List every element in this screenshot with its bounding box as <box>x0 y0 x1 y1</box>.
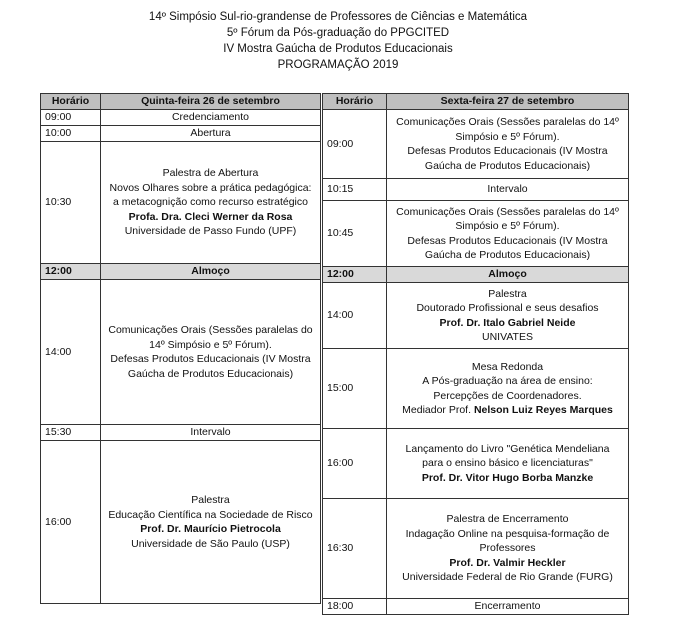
event-line: Novos Olhares sobre a prática pedagógica: <box>109 181 312 194</box>
event-line: Simpósio e 5º Fórum). <box>455 130 560 143</box>
event-line: Lançamento do Livro "Genética Mendeliana <box>405 442 610 455</box>
mediator-line <box>390 403 625 418</box>
table-row <box>41 425 321 441</box>
event-line: Indagação Online na pesquisa-formação de <box>405 527 610 540</box>
event-line: Educação Científica na Sociedade de Risco <box>108 508 313 521</box>
table-row <box>323 599 629 615</box>
event-title: 14º Simpósio Sul-rio-grandense de Professores de Ciências e Matemática <box>148 11 528 23</box>
col-time-header: Horário <box>323 94 387 110</box>
event-line: Mesa Redonda <box>471 360 544 373</box>
event-line: Comunicações Orais (Sessões paralelas do <box>108 324 313 336</box>
event-cell <box>387 349 629 429</box>
mediator-name: Nelson Luiz Reyes Marques <box>473 404 613 416</box>
event-line: Gaúcha de Produtos Educacionais) <box>127 367 294 380</box>
event-cell <box>101 280 321 425</box>
time-cell: 14:00 <box>41 280 101 425</box>
event-cell <box>387 429 629 499</box>
event-cell: Encerramento <box>387 599 629 615</box>
time-cell: 09:00 <box>323 110 387 179</box>
event-line: 14º Simpósio e 5º Fórum). <box>149 338 272 351</box>
event-cell: Intervalo <box>101 425 321 441</box>
event-line: A Pós-graduação na área de ensino: <box>422 375 593 387</box>
time-cell: 12:00 <box>323 267 387 283</box>
table-row <box>41 264 321 280</box>
col-day-header: Sexta-feira 27 de setembro <box>387 94 629 110</box>
event-cell: Abertura <box>101 126 321 142</box>
table-row <box>41 126 321 142</box>
event-line: Defesas Produtos Educacionais (IV Mostra <box>407 234 608 247</box>
event-cell: Almoço <box>101 264 321 280</box>
event-line: Comunicações Orais (Sessões paralelas do 14º <box>396 205 619 218</box>
time-cell: 15:00 <box>323 349 387 429</box>
time-cell: 10:30 <box>41 142 101 264</box>
speaker-name: Prof. Dr. Vitor Hugo Borba Manzke <box>421 471 594 484</box>
forum-title: 5º Fórum da Pós-graduação do PPGCITED <box>226 27 450 39</box>
table-row <box>323 110 629 179</box>
table-row <box>323 283 629 349</box>
event-cell <box>387 283 629 349</box>
time-cell: 16:00 <box>41 441 101 604</box>
event-line: a metacognição como recurso estratégico <box>113 196 308 209</box>
speaker-name: Prof. Dr. Italo Gabriel Neide <box>439 316 576 329</box>
event-line: Palestra <box>191 494 230 506</box>
event-line: Percepções de Coordenadores. <box>433 389 582 402</box>
event-line: Palestra de Encerramento <box>446 513 569 526</box>
table-header <box>323 94 629 110</box>
event-cell <box>387 110 629 179</box>
table-row <box>323 201 629 267</box>
mediator-label: Mediador Prof. <box>402 404 474 416</box>
speaker-name: Prof. Dr. Valmir Heckler <box>449 556 566 569</box>
event-line: Palestra de Abertura <box>162 167 259 180</box>
table-row <box>41 110 321 126</box>
table-row <box>41 280 321 425</box>
event-line: Comunicações Orais (Sessões paralelas do 14º <box>396 116 619 128</box>
time-cell: 10:45 <box>323 201 387 267</box>
event-line: Simpósio e 5º Fórum). <box>455 220 560 232</box>
institution: Universidade Federal de Rio Grande (FURG) <box>402 571 613 584</box>
event-line: Gaúcha de Produtos Educacionais) <box>424 159 591 172</box>
table-row <box>41 441 321 604</box>
col-time-header: Horário <box>41 94 101 110</box>
thursday-schedule <box>40 93 321 604</box>
event-line: Defesas Produtos Educacionais (IV Mostra <box>110 353 311 365</box>
institution: Universidade de São Paulo (USP) <box>131 537 290 550</box>
event-cell <box>387 499 629 599</box>
event-line: Doutorado Profissional e seus desafios <box>416 302 599 314</box>
table-row <box>323 499 629 599</box>
institution: UNIVATES <box>482 331 533 343</box>
event-line: Gaúcha de Produtos Educacionais) <box>424 249 591 261</box>
event-cell <box>101 142 321 264</box>
exhibit-title: IV Mostra Gaúcha de Produtos Educacionais <box>223 43 453 55</box>
speaker-name: Prof. Dr. Maurício Pietrocola <box>140 523 281 535</box>
event-cell <box>387 201 629 267</box>
table-row <box>323 349 629 429</box>
event-line: Professores <box>479 542 536 555</box>
table-row <box>41 142 321 264</box>
time-cell: 09:00 <box>41 110 101 126</box>
event-cell: Almoço <box>387 267 629 283</box>
time-cell: 18:00 <box>323 599 387 615</box>
table-row <box>323 267 629 283</box>
time-cell: 16:30 <box>323 499 387 599</box>
time-cell: 16:00 <box>323 429 387 499</box>
event-line: para o ensino básico e licenciaturas" <box>422 457 593 470</box>
event-cell <box>101 441 321 604</box>
event-line: Defesas Produtos Educacionais (IV Mostra <box>407 145 608 157</box>
friday-schedule <box>322 93 629 615</box>
table-row <box>323 179 629 201</box>
time-cell: 15:30 <box>41 425 101 441</box>
institution: Universidade de Passo Fundo (UPF) <box>124 225 297 238</box>
table-header <box>41 94 321 110</box>
time-cell: 10:15 <box>323 179 387 201</box>
time-cell: 10:00 <box>41 126 101 142</box>
event-line: Palestra <box>488 287 527 300</box>
speaker-name: Profa. Dra. Cleci Werner da Rosa <box>128 210 293 223</box>
time-cell: 12:00 <box>41 264 101 280</box>
event-cell: Intervalo <box>387 179 629 201</box>
col-day-header: Quinta-feira 26 de setembro <box>101 94 321 110</box>
program-title: PROGRAMAÇÃO 2019 <box>277 59 399 71</box>
table-row <box>323 429 629 499</box>
event-cell: Credenciamento <box>101 110 321 126</box>
time-cell: 14:00 <box>323 283 387 349</box>
